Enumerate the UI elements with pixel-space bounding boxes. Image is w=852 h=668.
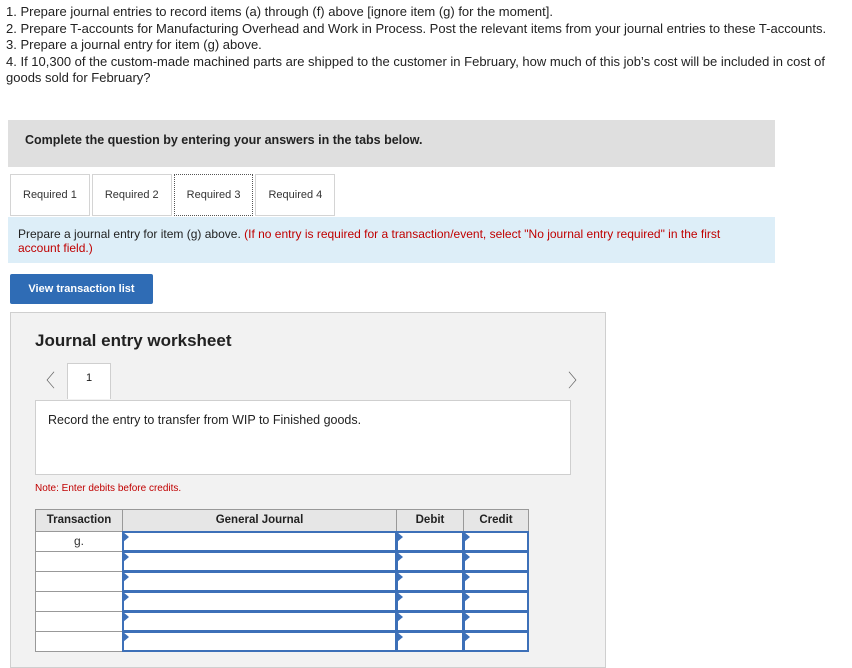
instructions-banner [8, 120, 775, 167]
credit-input[interactable] [463, 531, 529, 552]
view-transaction-list-button[interactable]: View transaction list [10, 274, 153, 304]
transaction-cell [35, 551, 123, 572]
table-row [35, 531, 528, 551]
tab-instructions [8, 217, 775, 263]
account-input[interactable] [122, 611, 397, 632]
debit-input[interactable] [396, 591, 464, 612]
table-row [35, 551, 528, 571]
table-row [35, 611, 528, 631]
debit-input[interactable] [396, 531, 464, 552]
question-2: 2. Prepare T-accounts for Manufacturing Overhead and Work in Process. Post the relevant items from your journal entries to these T-accounts. [6, 20, 827, 36]
transaction-cell [35, 611, 123, 632]
question-1: 1. Prepare journal entries to record items (a) through (f) above [ignore item (g) for the moment]. [6, 4, 553, 19]
journal-entry-worksheet [10, 312, 606, 668]
entry-description: Record the entry to transfer from WIP to Finished goods. [35, 400, 571, 475]
page-number[interactable]: 1 [67, 363, 111, 399]
account-input[interactable] [122, 591, 397, 612]
credit-input[interactable] [463, 611, 529, 632]
account-input[interactable] [122, 631, 397, 652]
tab-required-1[interactable]: Required 1 [10, 174, 90, 216]
credit-input[interactable] [463, 631, 529, 652]
transaction-cell [35, 591, 123, 612]
debit-input[interactable] [396, 551, 464, 572]
header-general-journal: General Journal [122, 509, 397, 532]
table-row [35, 571, 528, 591]
tab-required-2[interactable]: Required 2 [92, 174, 172, 216]
table-row [35, 591, 528, 611]
account-input[interactable] [122, 551, 397, 572]
header-debit: Debit [396, 509, 464, 532]
debits-note: Note: Enter debits before credits. [35, 483, 182, 494]
chevron-left-icon[interactable]: 〈 [37, 371, 55, 391]
tab-bar [10, 174, 337, 217]
question-list [6, 4, 846, 87]
credit-input[interactable] [463, 551, 529, 572]
chevron-right-icon[interactable]: 〉 [568, 371, 586, 391]
instruction-text: Prepare a journal entry for item (g) above. [18, 227, 241, 241]
table-header [35, 509, 528, 531]
credit-input[interactable] [463, 571, 529, 592]
instruction-note: (If no entry is required for a transaction/event, select "No journal entry required" in the first account field.) [18, 227, 721, 255]
transaction-cell [35, 571, 123, 592]
journal-table [35, 509, 528, 651]
question-4: 4. If 10,300 of the custom-made machined parts are shipped to the customer in February, how much of this job’s cost will be included in cost of goods sold for February? [6, 53, 825, 85]
tab-required-3[interactable]: Required 3 [174, 174, 254, 216]
debit-input[interactable] [396, 571, 464, 592]
debit-input[interactable] [396, 631, 464, 652]
tab-required-4[interactable]: Required 4 [255, 174, 335, 216]
banner-text: Complete the question by entering your answers in the tabs below. [25, 133, 423, 147]
table-row [35, 631, 528, 651]
account-input[interactable] [122, 531, 397, 552]
header-transaction: Transaction [35, 509, 123, 532]
transaction-cell [35, 631, 123, 652]
debit-input[interactable] [396, 611, 464, 632]
question-3: 3. Prepare a journal entry for item (g) above. [6, 37, 262, 52]
account-input[interactable] [122, 571, 397, 592]
transaction-cell: g. [35, 531, 123, 552]
credit-input[interactable] [463, 591, 529, 612]
header-credit: Credit [463, 509, 529, 532]
worksheet-title: Journal entry worksheet [35, 331, 232, 350]
